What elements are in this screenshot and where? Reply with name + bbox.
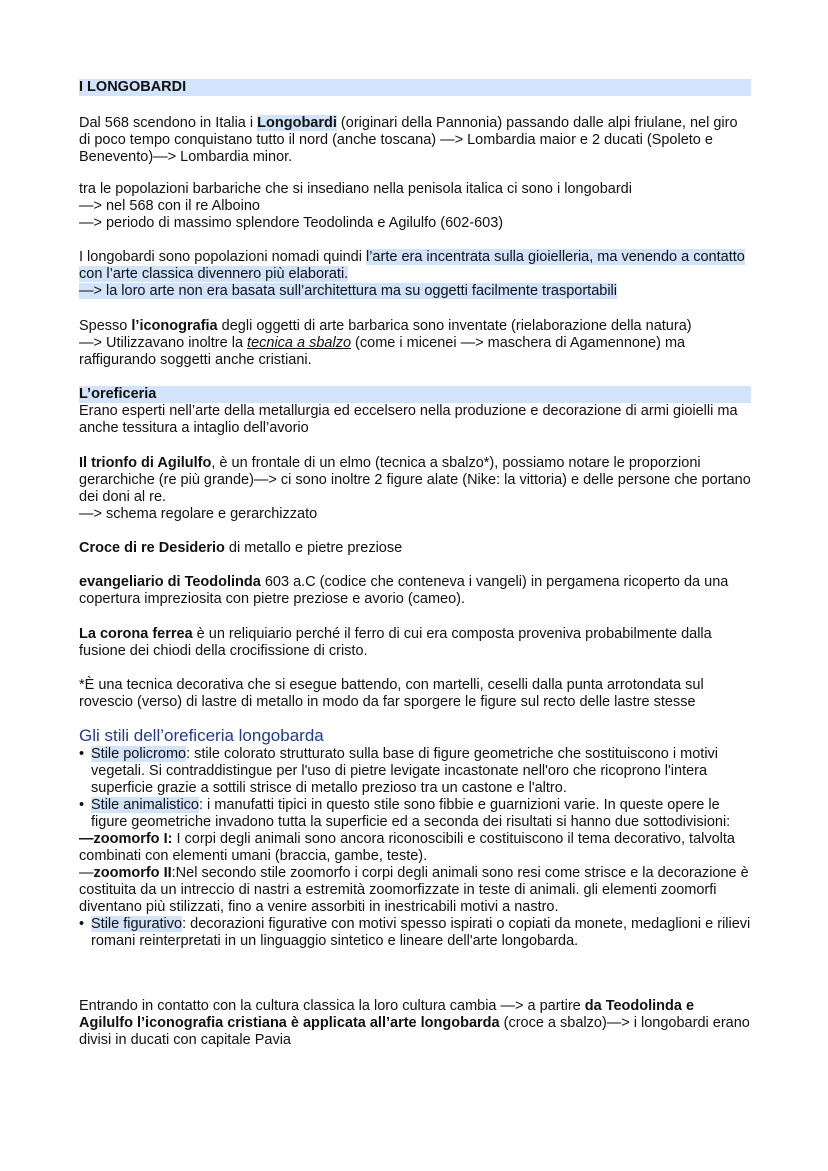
term-tecnica-a-sbalzo: tecnica a sbalzo <box>247 335 352 351</box>
paragraph-popolazioni: tra le popolazioni barbariche che si insediano nella penisola italica ci sono i longobardi —> nel 568 con il re Alboino —> periodo di massimo splendore Teodolinda e Agilulfo (602-603) <box>79 181 632 231</box>
paragraph-nota-sbalzo: *È una tecnica decorativa che si esegue battendo, con martelli, ceselli dalla punta arrotondata sul rovescio (verso) di lastre di metallo in modo da far sporgere le figure sul recto delle lastre stesse <box>79 677 704 710</box>
bullet-icon: • <box>79 746 85 762</box>
paragraph-iconografia: Spesso l’iconografia degli oggetti di arte barbarica sono inventate (rielaborazione della natura) —> Utilizzavano inoltre la tecnica a sbalzo (come i micenei —> maschera di Agamennone) ma raffigurando soggetti anche cristiani. <box>79 318 692 368</box>
highlight-gioielleria: l’arte era incentrata sulla gioielleria, ma venendo a contatto con l’arte classica divennero più elaborati. <box>79 249 745 282</box>
stili-list <box>79 746 751 831</box>
section-heading-oreficeria: L’oreficeria <box>79 386 751 403</box>
paragraph-corona: La corona ferrea è un reliquiario perché il ferro di cui era composta proveniva probabilmente dalla fusione dei chiodi della crocifissione di cristo. <box>79 626 712 659</box>
bullet-icon: • <box>79 916 85 932</box>
zoomorfo-2: —zoomorfo II:Nel secondo stile zoomorfo i corpi degli animali sono resi come strisce e la decorazione è costituita da un intreccio di nastri a estremità zoomorfizzate in teste di animali. gli elementi zoomorfi diventano più stilizzati, fino a venire assorbiti in inestricabili motivi a nastro. <box>79 865 749 915</box>
paragraph-nomadi: I longobardi sono popolazioni nomadi quindi l’arte era incentrata sulla gioielleria, ma venendo a contatto con l’arte classica divennero più elaborati. —> la loro arte non era basata sull’architettura ma su oggetti facilmente trasportabili <box>79 249 745 299</box>
section-stili <box>79 726 751 950</box>
highlight-trasportabili: —> la loro arte non era basata sull’architettura ma su oggetti facilmente trasportabili <box>79 283 617 299</box>
paragraph-trionfo: Il trionfo di Agilulfo, è un frontale di un elmo (tecnica a sbalzo*), possiamo notare le proporzioni gerarchiche (re più grande)—> ci sono inoltre 2 figure alate (Nike: la vittoria) e delle persone che portano dei doni al re. —> schema regolare e gerarchizzato <box>79 455 751 522</box>
paragraph-evangeliario: evangeliario di Teodolinda 603 a.C (codice che conteneva i vangeli) in pergamena ricoperto da una copertura impreziosita con pietre preziose e avorio (cameo). <box>79 574 729 607</box>
page-title: I LONGOBARDI <box>79 79 751 96</box>
list-item-figurativo: • Stile figurativo: decorazioni figurative con motivi spesso ispirati o copiati da monete, medaglioni e rilievi romani reinterpretati in un linguaggio sintetico e lineare dell'arte longobarda. <box>79 916 751 949</box>
section-oreficeria: L’oreficeria Erano esperti nell’arte della metallurgia ed eccelsero nella produzione e decorazione di armi gioielli ma anche tessitura a intaglio dell’avorio <box>79 386 751 437</box>
paragraph-intro: Dal 568 scendono in Italia i Longobardi (originari della Pannonia) passando dalle alpi friulane, nel giro di poco tempo conquistano tutto il nord (anche toscana) —> Lombardia maior e 2 ducati (Spoleto e Benevento)—> Lombardia minor. <box>79 115 738 165</box>
bullet-icon: • <box>79 797 85 813</box>
paragraph-finale: Entrando in contatto con la cultura classica la loro cultura cambia —> a partire da Teodolinda e Agilulfo l’iconografia cristiana è applicata all’arte longobarda (croce a sbalzo)—> i longobardi erano divisi in ducati con capitale Pavia <box>79 998 750 1048</box>
zoomorfo-1: —zoomorfo I: I corpi degli animali sono ancora riconoscibili e costituiscono il tema decorativo, talvolta combinati con elementi umani (braccia, gambe, teste). <box>79 831 735 864</box>
section-heading-stili: Gli stili dell’oreficeria longobarda <box>79 726 324 745</box>
list-item-animalistico: • Stile animalistico: i manufatti tipici in questo stile sono fibbie e guarnizioni varie. In queste opere le figure geometriche invadono tutta la superficie ed a seconda dei risultati si hanno due sottodivisioni: <box>79 797 731 830</box>
keyword-longobardi: Longobardi <box>257 115 337 131</box>
paragraph-croce: Croce di re Desiderio di metallo e pietre preziose <box>79 540 403 556</box>
title-block <box>79 79 751 96</box>
list-item-policromo: • Stile policromo: stile colorato strutturato sulla base di figure geometriche che sostituiscono i motivi vegetali. Si contraddistingue per l'uso di pietre levigate incastonate nell'oro che ricoprono l'intera superficie grazie a sottili strisce di metallo prezioso tra un castone e l'altro. <box>79 746 719 796</box>
